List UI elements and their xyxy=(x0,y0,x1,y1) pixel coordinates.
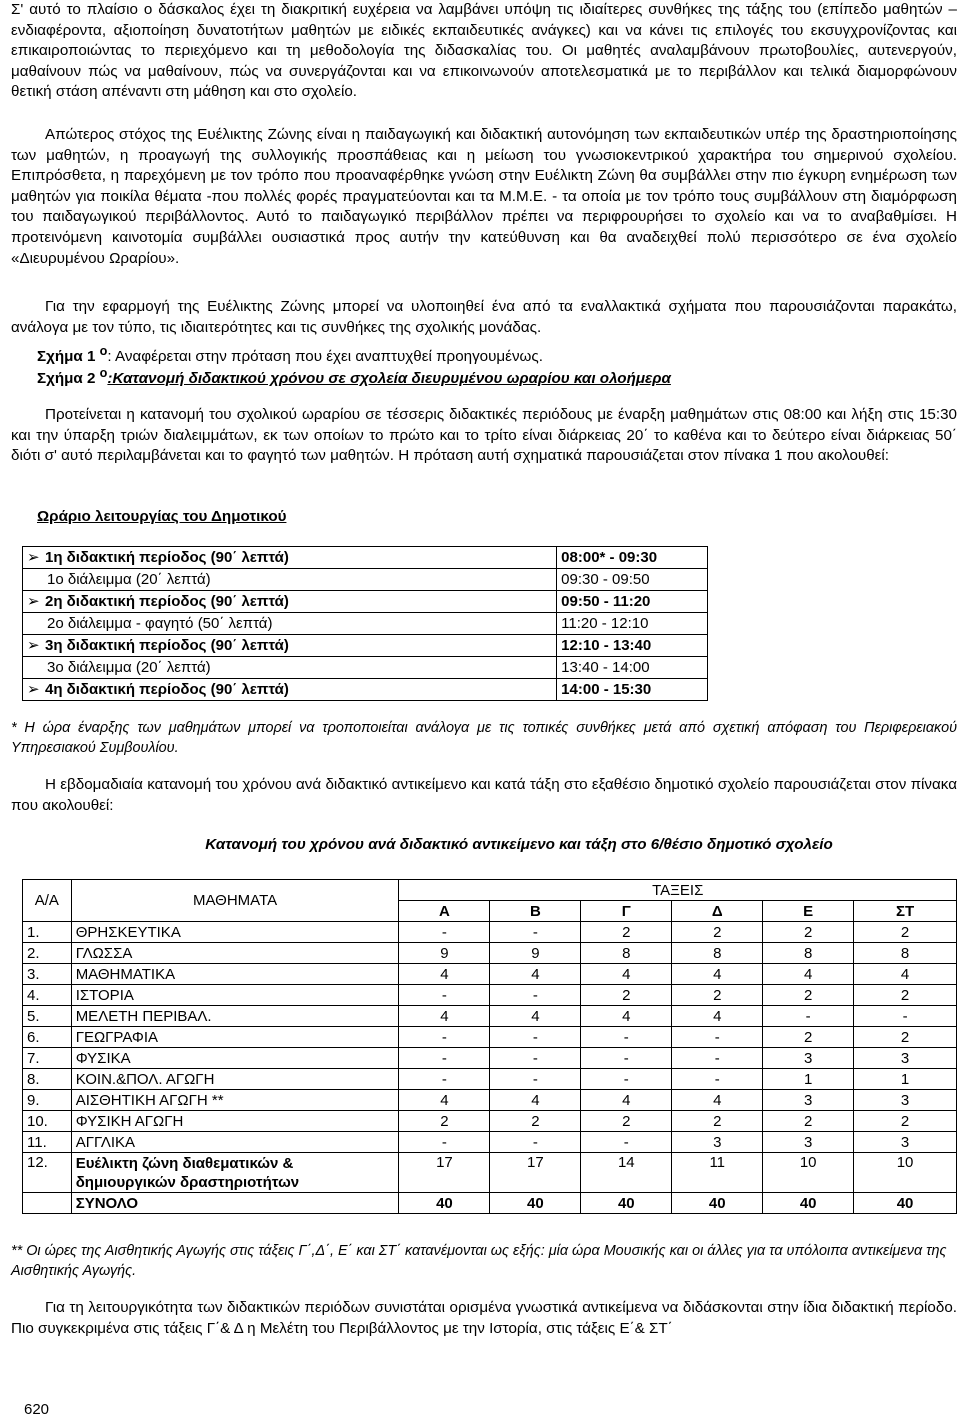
hours-cell: 4 xyxy=(672,1090,763,1111)
schedule-table xyxy=(22,546,708,701)
schedule-label: 2η διδακτική περίοδος (90΄ λεπτά) xyxy=(45,592,289,610)
hours-cell: 3 xyxy=(854,1048,957,1069)
class-header: Ε xyxy=(763,901,854,922)
schedule-time: 09:50 - 11:20 xyxy=(557,591,708,613)
hours-cell: 3 xyxy=(854,1132,957,1153)
subject-name: ΑΙΣΘΗΤΙΚΗ ΑΓΩΓΗ ** xyxy=(71,1090,399,1111)
subjects-table-title: Κατανομή του χρόνου ανά διδακτικό αντικείμενο και τάξη στο 6/θέσιο δημοτικό σχολείο xyxy=(205,836,833,853)
hours-cell: 4 xyxy=(490,1006,581,1027)
hours-cell: - xyxy=(672,1069,763,1090)
subjects-row xyxy=(23,985,957,1006)
hours-cell: 9 xyxy=(490,943,581,964)
hours-cell: 2 xyxy=(854,1027,957,1048)
hours-cell: 2 xyxy=(672,985,763,1006)
subjects-row xyxy=(23,943,957,964)
schema-2-line xyxy=(37,363,671,389)
schedule-time: 08:00* - 09:30 xyxy=(557,547,708,569)
hours-cell: 40 xyxy=(399,1193,490,1214)
subjects-row xyxy=(23,964,957,985)
hours-cell: 8 xyxy=(672,943,763,964)
paragraph-schedule-proposal: Προτείνεται η κατανομή του σχολικού ωραρίου σε τέσσερις διδακτικές περιόδους με έναρξη μαθημάτων στις 08:00 και λήξη στις 15:30 και την ύπαρξη τριών διαλειμμάτων, εκ των οποίων το πρώτο και το τρίτο είναι διάρκειας 20΄ το καθένα και το δεύτερο είναι διάρκειας 50΄ διότι σ' αυτό περιλαμβάνεται και το φαγητό των μαθητών. Η πρόταση αυτή σχηματικά παρουσιάζεται στον πίνακα 1 που ακολουθεί: xyxy=(11,406,957,465)
subjects-row xyxy=(23,1027,957,1048)
schema-2-text: :Κατανομή διδακτικού χρόνου σε σχολεία διευρυμένου ωραρίου και ολοήμερα xyxy=(107,370,671,388)
arrow-bullet-icon: ➢ xyxy=(27,636,40,654)
hours-cell: 2 xyxy=(763,1027,854,1048)
hours-cell: 17 xyxy=(399,1153,490,1193)
hours-cell: 4 xyxy=(672,964,763,985)
hours-cell: 4 xyxy=(490,1090,581,1111)
hours-cell: - xyxy=(763,1006,854,1027)
hours-cell: 40 xyxy=(854,1193,957,1214)
schedule-label: 2ο διάλειμμα - φαγητό (50΄ λεπτά) xyxy=(47,614,273,632)
paragraph-weekly-distribution: Η εβδομαδιαία κατανομή του χρόνου ανά διδακτικό αντικείμενο και κατά τάξη στο εξαθέσιο δημοτικό σχολείο παρουσιάζεται στον πίνακα που ακολουθεί: xyxy=(11,776,957,814)
subject-name: ΙΣΤΟΡΙΑ xyxy=(71,985,399,1006)
schedule-heading: Ωράριο λειτουργίας του Δημοτικού xyxy=(37,508,287,525)
schedule-label: 3η διδακτική περίοδος (90΄ λεπτά) xyxy=(45,636,289,654)
hours-cell: 11 xyxy=(672,1153,763,1193)
hours-cell: 2 xyxy=(854,985,957,1006)
hours-cell: - xyxy=(399,1027,490,1048)
hours-cell: 2 xyxy=(581,922,672,943)
hours-cell: 40 xyxy=(672,1193,763,1214)
hours-cell: 40 xyxy=(581,1193,672,1214)
row-number: 1. xyxy=(23,922,72,943)
hours-cell: 40 xyxy=(763,1193,854,1214)
hours-cell: 9 xyxy=(399,943,490,964)
schedule-time: 13:40 - 14:00 xyxy=(557,657,708,679)
schedule-time: 14:00 - 15:30 xyxy=(557,679,708,701)
paragraph-flex-zone-goal: Απώτερος στόχος της Ευέλικτης Ζώνης είναι η παιδαγωγική και διδακτική αυτονόμηση των εκπαιδευτικών υπέρ της δραστηριοποίησης των μαθητών, η προαγωγή της συλλογικής προσπάθειας και η μείωση του γνωσιοκεντρικού χαρακτήρα του σημερινού σχολείου. Επιπρόσθετα, η παρεχόμενη με τον τρόπο που προαναφέρθηκε γνώση στην Ευέλικτη Ζώνη θα συμβάλλει στην πιο έγκυρη ενημέρωση των μαθητών για ποικίλα θέματα -που πολλές φορές πραγματεύονται και τα Μ.Μ.Ε. - τα οποία με τον τρόπο τους συμβάλλουν στη διαμόρφωση του παιδαγωγικού περιβάλλοντος. Αυτό το παιδαγωγικό περιβάλλον πρέπει να περιφρουρήσει το σχολείο και να το αναβαθμίσει. Η προτεινόμενη καινοτομία συμβάλλει ουσιαστικά προς αυτήν την κατεύθυνση και θα αναδειχθεί πολύ περισσότερο σε ένα σχολείο «Διευρυμένου Ωραρίου». xyxy=(11,126,957,267)
hours-cell: 4 xyxy=(399,1006,490,1027)
row-number: 3. xyxy=(23,964,72,985)
hours-cell: 8 xyxy=(854,943,957,964)
paragraph-teaching-periods: Για τη λειτουργικότητα των διδακτικών περιόδων συνιστάται ορισμένα γνωστικά αντικείμενα να διδάσκονται στην ίδια διδακτική περίοδο. Πιο συγκεκριμένα στις τάξεις Γ΄& Δ η Μελέτη του Περιβάλλοντος με την Ιστορία, στις τάξεις Ε΄& ΣΤ΄ xyxy=(11,1299,957,1337)
subjects-total-row xyxy=(23,1193,957,1214)
hours-cell: 3 xyxy=(854,1090,957,1111)
schedule-time: 09:30 - 09:50 xyxy=(557,569,708,591)
row-number: 6. xyxy=(23,1027,72,1048)
subject-name: ΜΕΛΕΤΗ ΠΕΡΙΒΑΛ. xyxy=(71,1006,399,1027)
hours-cell: 1 xyxy=(763,1069,854,1090)
subjects-row xyxy=(23,1069,957,1090)
subjects-row xyxy=(23,1048,957,1069)
hours-cell: - xyxy=(490,985,581,1006)
hours-cell: - xyxy=(490,1132,581,1153)
hours-cell: - xyxy=(490,1027,581,1048)
paragraph-schemes-intro: Για την εφαρμογή της Ευέλικτης Ζώνης μπορεί να υλοποιηθεί ένα από τα εναλλακτικά σχήματα που παρουσιάζονται παρακάτω, ανάλογα με τον τύπο, τις ιδιαιτερότητες και τις συνθήκες της σχολικής μονάδας. xyxy=(11,298,957,336)
subject-name: ΣΥΝΟΛΟ xyxy=(71,1193,399,1214)
arrow-bullet-icon: ➢ xyxy=(27,680,40,698)
schedule-row-break xyxy=(23,569,708,591)
hours-cell: 2 xyxy=(399,1111,490,1132)
schedule-row-break xyxy=(23,613,708,635)
hours-cell: 3 xyxy=(763,1132,854,1153)
row-number: 12. xyxy=(23,1153,72,1193)
row-number: 8. xyxy=(23,1069,72,1090)
row-number: 4. xyxy=(23,985,72,1006)
hours-cell: - xyxy=(399,922,490,943)
hours-cell: 2 xyxy=(672,922,763,943)
subjects-row xyxy=(23,1153,957,1193)
hours-cell: - xyxy=(399,1069,490,1090)
hours-cell: - xyxy=(672,1027,763,1048)
subject-name: ΘΡΗΣΚΕΥΤΙΚΑ xyxy=(71,922,399,943)
hours-cell: 4 xyxy=(854,964,957,985)
schedule-time: 11:20 - 12:10 xyxy=(557,613,708,635)
hours-cell: 4 xyxy=(672,1006,763,1027)
subjects-row xyxy=(23,1006,957,1027)
hours-cell: - xyxy=(399,1048,490,1069)
schedule-label: 3ο διάλειμμα (20΄ λεπτά) xyxy=(47,658,211,676)
subject-name: Ευέλικτη ζώνη διαθεματικών & δημιουργικών δραστηριοτήτων xyxy=(71,1153,399,1193)
hours-cell: 4 xyxy=(581,964,672,985)
row-number: 7. xyxy=(23,1048,72,1069)
hours-cell: - xyxy=(399,985,490,1006)
col-header-aa: Α/Α xyxy=(23,880,72,922)
hours-cell: - xyxy=(490,922,581,943)
col-header-classes: ΤΑΞΕΙΣ xyxy=(399,880,957,901)
schema-2-label: Σχήμα 2 $^o$ xyxy=(37,366,108,388)
hours-cell: 3 xyxy=(672,1132,763,1153)
hours-cell: 4 xyxy=(763,964,854,985)
hours-cell: 4 xyxy=(490,964,581,985)
subject-name: ΑΓΓΛΙΚΑ xyxy=(71,1132,399,1153)
schedule-label: 4η διδακτική περίοδος (90΄ λεπτά) xyxy=(45,680,289,698)
subjects-row xyxy=(23,1111,957,1132)
schedule-row-period xyxy=(23,679,708,701)
hours-cell: 4 xyxy=(399,1090,490,1111)
hours-cell: - xyxy=(581,1069,672,1090)
schedule-row-period xyxy=(23,591,708,613)
subjects-row xyxy=(23,1132,957,1153)
row-number: 10. xyxy=(23,1111,72,1132)
hours-cell: 2 xyxy=(672,1111,763,1132)
subjects-row xyxy=(23,1090,957,1111)
hours-cell: 2 xyxy=(763,1111,854,1132)
class-header: Β xyxy=(490,901,581,922)
hours-cell: 17 xyxy=(490,1153,581,1193)
subject-name: ΚΟΙΝ.&ΠΟΛ. ΑΓΩΓΗ xyxy=(71,1069,399,1090)
class-header: ΣΤ xyxy=(854,901,957,922)
hours-cell: 10 xyxy=(854,1153,957,1193)
schedule-time: 12:10 - 13:40 xyxy=(557,635,708,657)
hours-cell: 2 xyxy=(763,922,854,943)
hours-cell: - xyxy=(581,1132,672,1153)
class-header: Δ xyxy=(672,901,763,922)
hours-cell: 2 xyxy=(581,985,672,1006)
subject-name: ΓΕΩΓΡΑΦΙΑ xyxy=(71,1027,399,1048)
class-header: Α xyxy=(399,901,490,922)
hours-cell: 2 xyxy=(763,985,854,1006)
hours-cell: 2 xyxy=(490,1111,581,1132)
hours-cell: 4 xyxy=(399,964,490,985)
subjects-table xyxy=(22,879,957,1214)
schema-1-label: Σχήμα 1 $^o$ xyxy=(37,344,108,366)
schedule-row-break xyxy=(23,657,708,679)
hours-cell: - xyxy=(399,1132,490,1153)
subject-name: ΦΥΣΙΚΗ ΑΓΩΓΗ xyxy=(71,1111,399,1132)
arrow-bullet-icon: ➢ xyxy=(27,548,40,566)
hours-cell: 8 xyxy=(763,943,854,964)
arrow-bullet-icon: ➢ xyxy=(27,592,40,610)
row-number: 11. xyxy=(23,1132,72,1153)
hours-cell: 3 xyxy=(763,1048,854,1069)
row-number: 9. xyxy=(23,1090,72,1111)
hours-cell: - xyxy=(672,1048,763,1069)
row-number: 5. xyxy=(23,1006,72,1027)
paragraph-flex-zone-context: Σ' αυτό το πλαίσιο ο δάσκαλος έχει τη διακριτική ευχέρεια να λαμβάνει υπόψη τις ιδιαίτερες συνθήκες της τάξης του (επίπεδο μαθητών – ενδιαφέροντα, αξιοποίηση δυνατοτήτων μαθητών με ειδικές εκπαιδευτικές ανάγκες) και να κάνει τις επιλογές του εκσυγχρονίζοντας και επικαιροποιώντας το περιεχόμενο και τη μεθοδολογία της διδασκαλίας του. Οι μαθητές αναλαμβάνουν πρωτοβουλίες, αυτενεργούν, μαθαίνουν πώς να μαθαίνουν, πώς να συνεργάζονται και να επικοινωνούν αποτελεσματικά με το περιβάλλον και τελικά διαμορφώνουν θετική στάση απέναντι στη μάθηση και στο σχολείο. xyxy=(11,1,957,101)
page-number: 620 xyxy=(24,1401,50,1418)
class-header: Γ xyxy=(581,901,672,922)
hours-cell: - xyxy=(581,1027,672,1048)
row-number xyxy=(23,1193,72,1214)
subject-name: ΓΛΩΣΣΑ xyxy=(71,943,399,964)
hours-cell: 2 xyxy=(854,1111,957,1132)
schedule-row-period xyxy=(23,635,708,657)
hours-cell: - xyxy=(581,1048,672,1069)
row-number: 2. xyxy=(23,943,72,964)
schedule-row-period xyxy=(23,547,708,569)
hours-cell: 2 xyxy=(854,922,957,943)
hours-cell: 1 xyxy=(854,1069,957,1090)
hours-cell: 8 xyxy=(581,943,672,964)
hours-cell: 2 xyxy=(581,1111,672,1132)
hours-cell: 4 xyxy=(581,1090,672,1111)
col-header-subject: ΜΑΘΗΜΑΤΑ xyxy=(71,880,399,922)
subjects-footnote: ** Οι ώρες της Αισθητικής Αγωγής στις τάξεις Γ΄,Δ΄, Ε΄ και ΣΤ΄ κατανέμονται ως εξής: μία ώρα Μουσικής και οι άλλες για τα υπόλοιπα αντικείμενα της Αισθητικής Αγωγής. xyxy=(11,1243,947,1279)
subject-name: ΜΑΘΗΜΑΤΙΚΑ xyxy=(71,964,399,985)
hours-cell: - xyxy=(490,1069,581,1090)
hours-cell: 40 xyxy=(490,1193,581,1214)
schedule-footnote: * Η ώρα έναρξης των μαθημάτων μπορεί να τροποποιείται ανάλογα με τις τοπικές συνθήκες μετά από σχετική απόφαση του Περιφερειακού Υπηρεσιακού Συμβουλίου. xyxy=(11,720,957,756)
hours-cell: 3 xyxy=(763,1090,854,1111)
hours-cell: - xyxy=(490,1048,581,1069)
schedule-label: 1ο διάλειμμα (20΄ λεπτά) xyxy=(47,570,211,588)
hours-cell: 4 xyxy=(581,1006,672,1027)
schedule-label: 1η διδακτική περίοδος (90΄ λεπτά) xyxy=(45,548,289,566)
subjects-row xyxy=(23,922,957,943)
hours-cell: 14 xyxy=(581,1153,672,1193)
hours-cell: - xyxy=(854,1006,957,1027)
subject-name: ΦΥΣΙΚΑ xyxy=(71,1048,399,1069)
schema-1-text: : Αναφέρεται στην πρόταση που έχει αναπτυχθεί προηγουμένως. xyxy=(107,348,543,366)
hours-cell: 10 xyxy=(763,1153,854,1193)
